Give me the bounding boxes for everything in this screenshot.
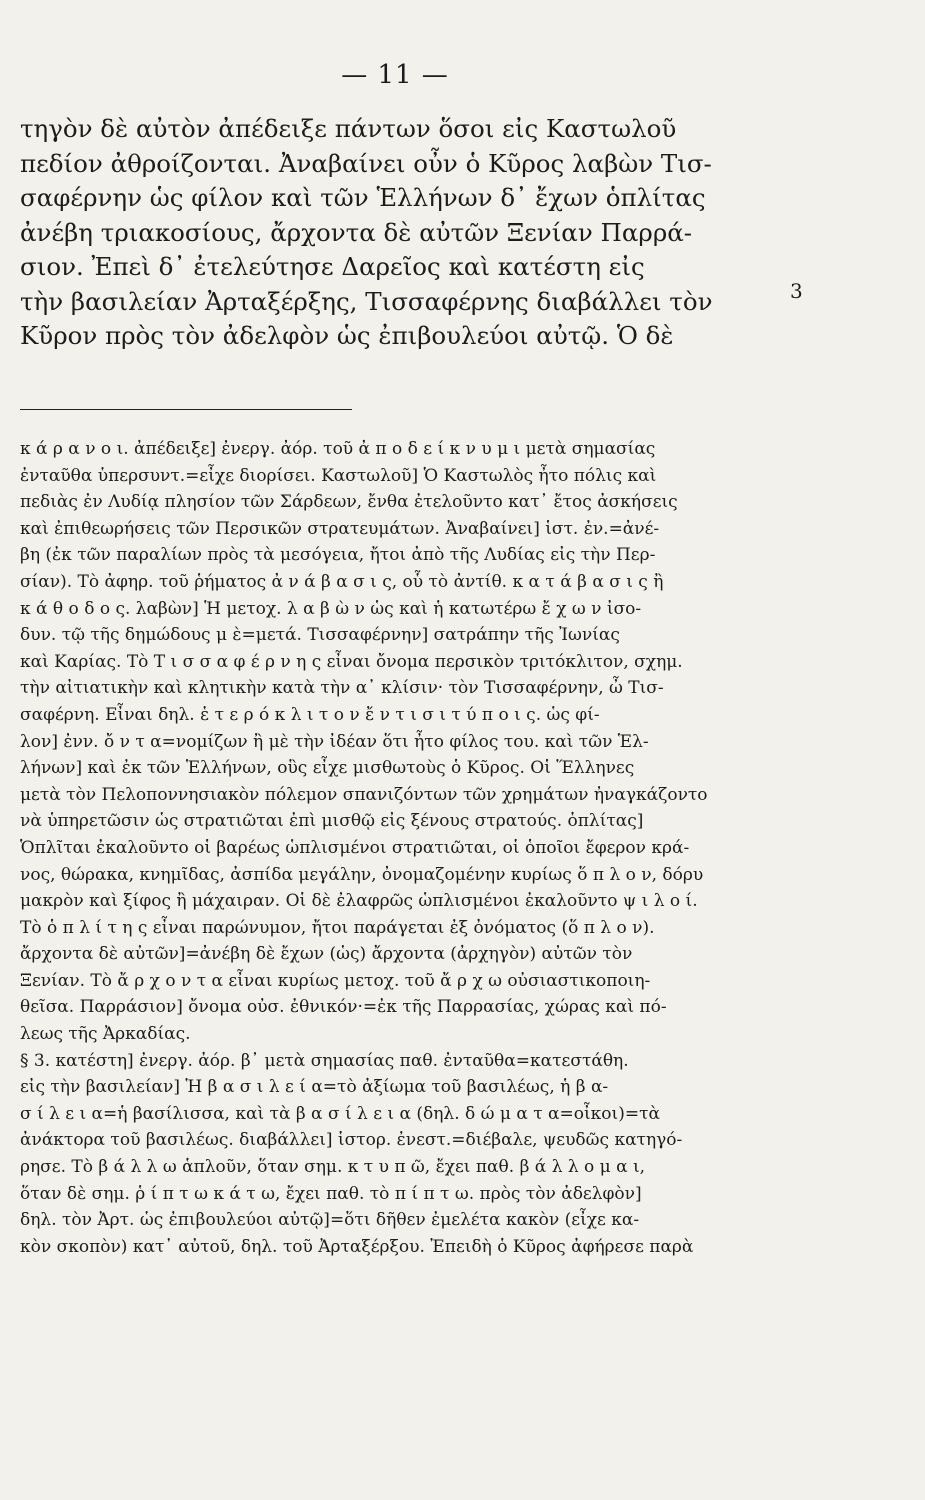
note-line: καὶ Καρίας. Τὸ Τ ι σ σ α φ έ ρ ν η ς εἶναι ὄνομα περσικὸν τριτόκλιτον, σχημ. [20, 651, 683, 672]
main-text-line: πεδίον ἀθροίζονται. Ἀναβαίνει οὖν ὁ Κῦρος λαβὼν Τισ- [20, 148, 712, 178]
note-line: κὸν σκοπὸν) κατ᾽ αὐτοῦ, δηλ. τοῦ Ἀρταξέρξου. Ἐπειδὴ ὁ Κῦρος ἀφήρεσε παρὰ [20, 1236, 694, 1257]
note-line: Ὁπλῖται ἐκαλοῦντο οἱ βαρέως ὡπλισμένοι στρατιῶται, οἱ ὁποῖοι ἔφερον κρά- [20, 837, 690, 858]
note-line: λεως τῆς Ἀρκαδίας. [20, 1024, 191, 1045]
footnote-divider [20, 409, 352, 410]
note-line: εἰς τὴν βασιλείαν] Ἡ β α σ ι λ ε ί α=τὸ ἀξίωμα τοῦ βασιλέως, ἡ β α- [20, 1077, 609, 1098]
note-line: βη (ἐκ τῶν παραλίων πρὸς τὰ μεσόγεια, ἤτοι ἀπὸ τῆς Λυδίας εἰς τὴν Περ- [20, 545, 656, 566]
note-line: σαφέρνη. Εἶναι δηλ. ἑ τ ε ρ ό κ λ ι τ ο ν ἔ ν τ ι σ ι τ ύ π ο ι ς. ὡς φί- [20, 704, 600, 725]
note-line: νος, θώρακα, κνημῖδας, ἀσπίδα μεγάλην, ὀνομαζομένην κυρίως ὅ π λ ο ν, δόρυ [20, 864, 704, 885]
note-line: ἀνάκτορα τοῦ βασιλέως. διαβάλλει] ἱστορ. ἐνεστ.=διέβαλε, ψευδῶς κατηγό- [20, 1130, 683, 1151]
note-line: § 3. κατέστη] ἐνεργ. ἀόρ. β᾽ μετὰ σημασίας παθ. ἐνταῦθα=κατεστάθη. [20, 1050, 629, 1071]
main-text-line: τηγὸν δὲ αὐτὸν ἀπέδειξε πάντων ὅσοι εἰς Καστωλοῦ [20, 114, 677, 143]
note-line: πεδιὰς ἐν Λυδίᾳ πλησίον τῶν Σάρδεων, ἔνθα ἐτελοῦντο κατ᾽ ἔτος ἀσκήσεις [20, 492, 678, 513]
main-text [20, 112, 740, 354]
page-number: — 11 — [341, 60, 449, 90]
main-text-line: ἀνέβη τριακοσίους, ἄρχοντα δὲ αὐτῶν Ξενίαν Παρρά- [20, 217, 693, 247]
section-margin-number: 3 [790, 279, 803, 303]
main-text-line: Κῦρον πρὸς τὸν ἀδελφὸν ὡς ἐπιβουλεύοι αὐτῷ. Ὁ δὲ [20, 321, 674, 350]
note-line: μετὰ τὸν Πελοποννησιακὸν πόλεμον σπανιζόντων τῶν χρημάτων ἠναγκάζοντο [20, 784, 708, 805]
note-line: δυν. τῷ τῆς δημώδους μ ὲ=μετά. Τισσαφέρνην] σατράπην τῆς Ἰωνίας [20, 625, 620, 646]
note-line: ὅταν δὲ σημ. ῥ ί π τ ω κ ά τ ω, ἔχει παθ. τὸ π ί π τ ω. πρὸς τὸν ἀδελφὸν] [20, 1183, 642, 1204]
note-line: δηλ. τὸν Ἀρτ. ὡς ἐπιβουλεύοι αὐτῷ]=ὅτι δῆθεν ἐμελέτα κακὸν (εἶχε κα- [20, 1210, 640, 1231]
note-line: ἄρχοντα δὲ αὐτῶν]=ἀνέβη δὲ ἔχων (ὡς) ἄρχοντα (ἀρχηγὸν) αὐτῶν τὸν [20, 944, 633, 965]
note-line: ἐνταῦθα ὑπερσυντ.=εἶχε διορίσει. Καστωλοῦ] Ὁ Καστωλὸς ἦτο πόλις καὶ [20, 465, 657, 486]
note-line: κ ά ρ α ν ο ι. ἀπέδειξε] ἐνεργ. ἀόρ. τοῦ ἀ π ο δ ε ί κ ν υ μ ι μετὰ σημασίας [20, 439, 656, 459]
note-line: Ξενίαν. Τὸ ἄ ρ χ ο ν τ α εἶναι κυρίως μετοχ. τοῦ ἄ ρ χ ω οὐσιαστικοποιη- [20, 970, 651, 991]
note-line: τὴν αἰτιατικὴν καὶ κλητικὴν κατὰ τὴν α᾽ κλίσιν· τὸν Τισσαφέρνην, ὦ Τισ- [20, 678, 664, 699]
main-text-line: τὴν βασιλείαν Ἀρταξέρξης, Τισσαφέρνης διαβάλλει τὸν [20, 286, 713, 316]
note-line: σ ί λ ε ι α=ἡ βασίλισσα, καὶ τὰ β α σ ί λ ε ι α (δηλ. δ ώ μ α τ α=οἶκοι)=τὰ [20, 1103, 660, 1124]
note-line: καὶ ἐπιθεωρήσεις τῶν Περσικῶν στρατευμάτων. Ἀναβαίνει] ἱστ. ἐν.=ἀνέ- [20, 518, 660, 539]
main-text-line: σαφέρνην ὡς φίλον καὶ τῶν Ἑλλήνων δ᾽ ἔχων ὁπλίτας [20, 183, 706, 212]
note-line: θεῖσα. Παρράσιον] ὄνομα οὐσ. ἐθνικόν·=ἐκ τῆς Παρρασίας, χώρας καὶ πό- [20, 997, 667, 1018]
note-line: Τὸ ὁ π λ ί τ η ς εἶναι παρώνυμον, ἤτοι παράγεται ἐξ ὀνόματος (ὅ π λ ο ν). [20, 917, 655, 938]
commentary-notes [20, 436, 820, 1260]
note-line: λον] ἐνν. ὄ ν τ α=νομίζων ἢ μὲ τὴν ἰδέαν ὅτι ἦτο φίλος του. καὶ τῶν Ἑλ- [20, 731, 649, 752]
note-line: ρησε. Τὸ β ά λ λ ω ἁπλοῦν, ὅταν σημ. κ τ υ π ῶ, ἔχει παθ. β ά λ λ ο μ α ι, [20, 1157, 646, 1178]
note-line: μακρὸν καὶ ξίφος ἢ μάχαιραν. Οἱ δὲ ἐλαφρῶς ὡπλισμένοι ἐκαλοῦντο ψ ι λ ο ί. [20, 891, 698, 912]
note-line: κ ά θ ο δ ο ς. λαβὼν] Ἡ μετοχ. λ α β ὼ ν ὡς καὶ ἡ κατωτέρω ἔ χ ω ν ἰσο- [20, 598, 642, 619]
note-line: νὰ ὑπηρετῶσιν ὡς στρατιῶται ἐπὶ μισθῷ εἰς ξένους στρατούς. ὁπλίτας] [20, 811, 644, 832]
note-line: λήνων] καὶ ἐκ τῶν Ἑλλήνων, οὓς εἶχε μισθωτοὺς ὁ Κῦρος. Οἱ Ἕλληνες [20, 758, 635, 779]
main-text-line: σιον. Ἐπεὶ δ᾽ ἐτελεύτησε Δαρεῖος καὶ κατέστη εἰς [20, 252, 645, 281]
note-line: σίαν). Τὸ ἀφηρ. τοῦ ῥήματος ἀ ν ά β α σ ι ς, οὗ τὸ ἀντίθ. κ α τ ά β α σ ι ς ἢ [20, 571, 664, 592]
